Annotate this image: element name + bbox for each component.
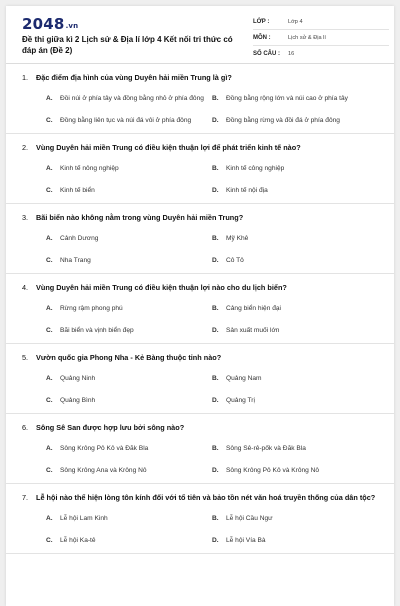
option-text: Quảng Bình	[60, 396, 96, 404]
option-letter: B.	[212, 444, 219, 452]
meta-value: 16	[288, 51, 295, 57]
option-text: Đồng bằng rừng và đồi đá ở phía đông	[226, 116, 340, 124]
meta-value: Lịch sử & Địa lí	[288, 34, 326, 41]
option-text: Sản xuất muối lớn	[226, 326, 280, 334]
option-letter: C.	[46, 326, 53, 334]
option-text: Quảng Trị	[226, 396, 255, 404]
question-number: 6.	[22, 423, 29, 432]
question-item	[6, 344, 394, 414]
answer-option[interactable]	[212, 529, 378, 551]
option-text: Nha Trang	[60, 256, 91, 264]
exam-header	[6, 6, 394, 64]
question-body: Vùng Duyên hải miền Trung có điều kiện thuận lợi để phát triển kinh tế nào?	[36, 143, 301, 152]
option-letter: D.	[212, 396, 219, 404]
answer-options	[22, 297, 378, 341]
option-letter: D.	[212, 256, 219, 264]
option-letter: B.	[212, 164, 219, 172]
question-item	[6, 204, 394, 274]
question-body: Vườn quốc gia Phong Nha - Kẻ Bàng thuộc tỉnh nào?	[36, 353, 222, 362]
answer-option[interactable]	[212, 319, 378, 341]
meta-label: MÔN :	[253, 34, 271, 41]
option-letter: B.	[212, 94, 219, 102]
option-letter: A.	[46, 304, 53, 312]
meta-label: LỚP :	[253, 18, 270, 25]
answer-option[interactable]	[46, 437, 212, 459]
question-number: 4.	[22, 283, 29, 292]
question-text	[22, 213, 378, 223]
option-letter: A.	[46, 514, 53, 522]
question-number: 1.	[22, 73, 29, 82]
meta-row	[253, 46, 389, 62]
meta-label: SỐ CÂU :	[253, 51, 280, 57]
exam-title: Đề thi giữa kì 2 Lịch sử & Địa lí lớp 4 Kết nối tri thức có đáp án (Đề 2)	[22, 35, 233, 55]
option-letter: C.	[46, 396, 53, 404]
question-body: Vùng Duyên hải miền Trung có điều kiện thuận lợi nào cho du lịch biển?	[36, 283, 287, 292]
question-text	[22, 423, 378, 433]
question-list	[6, 64, 394, 554]
question-item	[6, 414, 394, 484]
answer-option[interactable]	[212, 507, 378, 529]
answer-option[interactable]	[212, 437, 378, 459]
answer-option[interactable]	[212, 109, 378, 131]
option-letter: C.	[46, 536, 53, 544]
option-text: Kinh tế biển	[60, 186, 95, 194]
logo-text: 2048	[22, 15, 65, 33]
option-text: Kinh tế nông nghiệp	[60, 164, 119, 172]
option-letter: A.	[46, 444, 53, 452]
question-body: Lễ hội nào thể hiện lòng tôn kính đối với tổ tiên và bảo tồn nét văn hoá truyền thống của dân tộc?	[36, 493, 376, 502]
answer-option[interactable]	[46, 319, 212, 341]
exam-meta	[253, 14, 389, 62]
option-text: Sông Krông Pô Kô và Krông Nô	[226, 466, 320, 474]
question-text	[22, 353, 378, 363]
answer-option[interactable]	[46, 507, 212, 529]
option-letter: A.	[46, 234, 53, 242]
question-text	[22, 493, 378, 503]
answer-option[interactable]	[212, 389, 378, 411]
answer-option[interactable]	[46, 157, 212, 179]
site-logo[interactable]	[22, 15, 78, 33]
option-text: Lễ hội Ka-tê	[60, 536, 96, 544]
option-text: Bãi biển và vịnh biển đẹp	[60, 326, 134, 334]
answer-option[interactable]	[46, 297, 212, 319]
option-letter: C.	[46, 186, 53, 194]
option-text: Rừng rậm phong phú	[60, 304, 123, 312]
answer-option[interactable]	[212, 297, 378, 319]
exam-page	[6, 6, 394, 606]
answer-options	[22, 157, 378, 201]
option-text: Lễ hội Lam Kinh	[60, 514, 108, 522]
question-item	[6, 64, 394, 134]
option-text: Đồi núi ở phía tây và đồng bằng nhỏ ở phía đông	[60, 94, 204, 102]
meta-value: Lớp 4	[288, 18, 303, 25]
option-text: Cảnh Dương	[60, 234, 99, 242]
option-letter: C.	[46, 256, 53, 264]
answer-option[interactable]	[46, 249, 212, 271]
question-item	[6, 484, 394, 554]
option-letter: C.	[46, 466, 53, 474]
meta-row	[253, 30, 389, 46]
option-letter: C.	[46, 116, 53, 124]
question-number: 5.	[22, 353, 29, 362]
option-letter: B.	[212, 234, 219, 242]
question-item	[6, 274, 394, 344]
option-text: Sông Krông Pô Kô và Đăk Bla	[60, 444, 149, 452]
answer-option[interactable]	[212, 179, 378, 201]
option-text: Lễ hội Cầu Ngư	[226, 514, 273, 522]
option-text: Đồng bằng rộng lớn và núi cao ở phía tây	[226, 94, 348, 102]
option-text: Quảng Ninh	[60, 374, 96, 382]
option-letter: A.	[46, 164, 53, 172]
question-text	[22, 73, 378, 83]
option-letter: A.	[46, 94, 53, 102]
option-text: Đồng bằng liên tục và núi đá vôi ở phía đông	[60, 116, 192, 124]
answer-option[interactable]	[46, 109, 212, 131]
question-number: 2.	[22, 143, 29, 152]
option-letter: D.	[212, 536, 219, 544]
option-letter: A.	[46, 374, 53, 382]
answer-option[interactable]	[212, 459, 378, 481]
option-text: Sông Krông Ana và Krông Nô	[60, 466, 147, 474]
answer-option[interactable]	[212, 367, 378, 389]
answer-option[interactable]	[46, 367, 212, 389]
answer-option[interactable]	[46, 459, 212, 481]
option-text: Quảng Nam	[226, 374, 262, 382]
answer-option[interactable]	[212, 157, 378, 179]
question-body: Sông Sê San được hợp lưu bởi sông nào?	[36, 423, 185, 432]
answer-options	[22, 507, 378, 551]
option-letter: D.	[212, 466, 219, 474]
answer-options	[22, 227, 378, 271]
option-text: Kinh tế nội địa	[226, 186, 268, 194]
answer-option[interactable]	[46, 389, 212, 411]
logo-suffix: .vn	[65, 22, 79, 30]
question-body: Đặc điểm địa hình của vùng Duyên hải miền Trung là gì?	[36, 73, 232, 82]
answer-options	[22, 87, 378, 131]
meta-row	[253, 14, 389, 30]
option-text: Sông Sê-rê-pốk và Đăk Bla	[226, 444, 306, 452]
answer-option[interactable]	[212, 87, 378, 109]
option-text: Kinh tế công nghiệp	[226, 164, 285, 172]
answer-option[interactable]	[46, 529, 212, 551]
answer-option[interactable]	[46, 227, 212, 249]
option-text: Mỹ Khê	[226, 234, 249, 242]
option-text: Lễ hội Vía Bà	[226, 536, 266, 544]
answer-options	[22, 437, 378, 481]
question-body: Bãi biển nào không nằm trong vùng Duyên hải miền Trung?	[36, 213, 244, 222]
answer-options	[22, 367, 378, 411]
question-item	[6, 134, 394, 204]
option-letter: D.	[212, 116, 219, 124]
answer-option[interactable]	[46, 87, 212, 109]
option-letter: B.	[212, 374, 219, 382]
question-text	[22, 143, 378, 153]
question-number: 7.	[22, 493, 29, 502]
option-letter: B.	[212, 514, 219, 522]
question-number: 3.	[22, 213, 29, 222]
answer-option[interactable]	[46, 179, 212, 201]
answer-option[interactable]	[212, 249, 378, 271]
question-text	[22, 283, 378, 293]
answer-option[interactable]	[212, 227, 378, 249]
option-letter: D.	[212, 326, 219, 334]
option-letter: B.	[212, 304, 219, 312]
option-letter: D.	[212, 186, 219, 194]
option-text: Cô Tô	[226, 256, 244, 264]
option-text: Cảng biển hiện đại	[226, 304, 281, 312]
